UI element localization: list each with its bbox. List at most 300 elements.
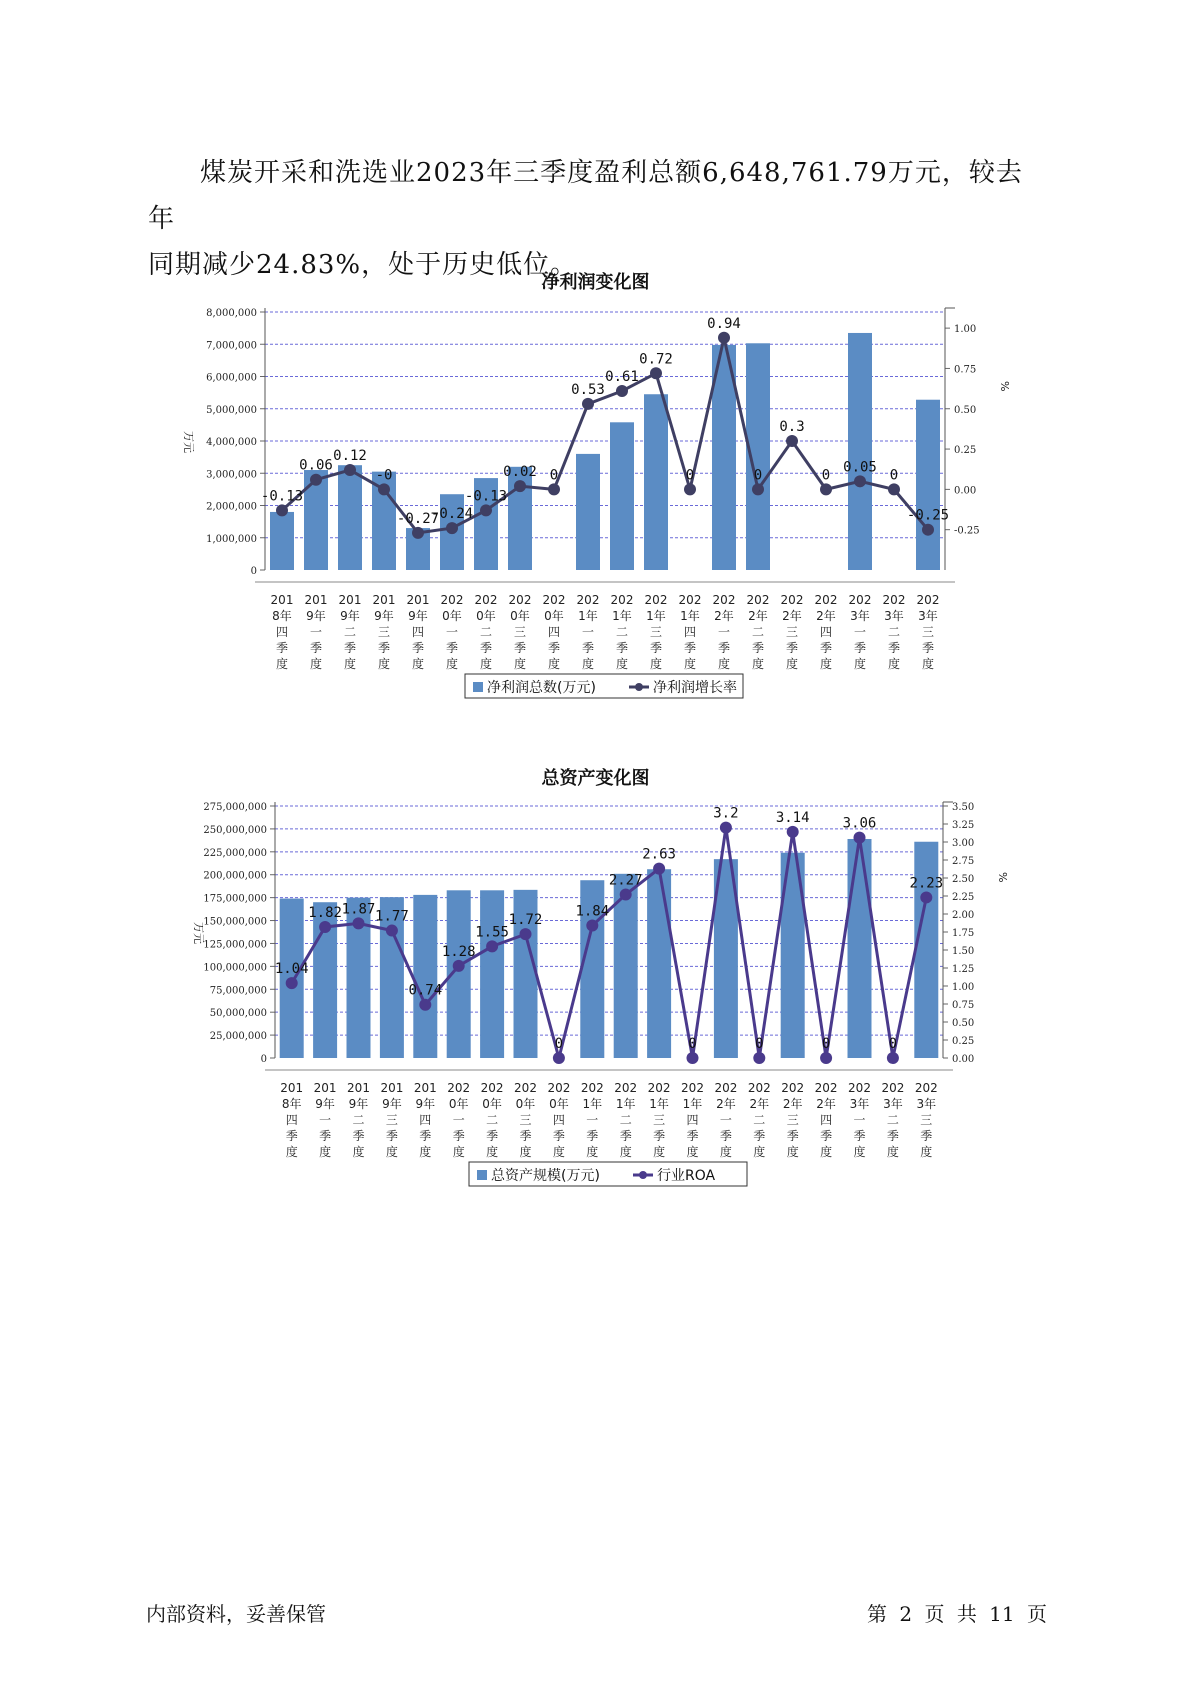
x-tick-label: 一 [319,1113,332,1127]
line-point [586,920,598,932]
y2-tick-label: 3.00 [952,838,975,849]
x-tick-label: 三 [385,1113,398,1127]
x-tick-label: 度 [519,1145,532,1159]
line-point [720,822,732,834]
line-point [480,504,492,516]
x-tick-label: 季 [319,1129,332,1143]
x-tick-label: 三 [921,625,935,639]
y-tick-label: 5,000,000 [206,404,257,416]
x-tick-label: 2年 [716,1097,736,1111]
footer-confidential: 内部资料，妥善保管 [146,1602,326,1626]
x-tick-label: 9年 [382,1097,402,1111]
x-tick-label: 度 [649,657,663,671]
chart-1-title: 净利润变化图 [541,272,650,293]
x-tick-label: 2年 [816,1097,836,1111]
data-label: 1.84 [575,903,610,920]
x-tick-label: 季 [785,641,799,655]
x-tick-label: 三 [513,625,527,639]
x-tick-label: 202 [814,593,838,607]
data-label: 0 [889,467,899,484]
x-tick-label: 度 [377,657,391,671]
x-tick-label: 二 [352,1113,365,1127]
data-label: 0 [688,1036,697,1052]
x-tick-label: 季 [519,1129,532,1143]
x-tick-label: 201 [406,593,430,607]
x-tick-label: 202 [916,593,940,607]
x-tick-label: 季 [819,641,833,655]
x-tick-label: 202 [614,1081,638,1095]
x-tick-label: 202 [848,593,872,607]
data-label: 1.87 [341,901,376,918]
bar [610,422,634,570]
x-tick-label: 0年 [549,1097,569,1111]
x-tick-label: 0年 [515,1097,536,1111]
x-tick-label: 度 [615,657,629,671]
x-tick-label: 一 [445,625,459,639]
bar [914,842,938,1058]
data-label: 0.05 [843,459,877,476]
line-point [616,385,628,397]
x-tick-label: 3年 [850,609,870,623]
x-tick-label: 一 [452,1113,465,1127]
x-tick-label: 二 [751,625,765,639]
line-point [453,960,465,972]
x-tick-label: 度 [717,657,731,671]
x-tick-label: 季 [753,1129,766,1143]
data-label: 0 [821,1036,831,1052]
x-tick-label: 二 [486,1113,499,1127]
y-tick-label: 2,000,000 [206,501,257,513]
line-point [419,999,431,1011]
data-label: 0.12 [333,448,367,465]
x-tick-label: 三 [649,625,663,639]
bar [576,454,600,570]
y2-tick-label: 0.75 [954,364,977,376]
line-point [486,940,498,952]
x-tick-label: 一 [853,1113,866,1127]
y2-tick-label: 2.50 [952,874,975,885]
line-point [854,475,866,487]
line-point [378,483,390,495]
x-tick-label: 度 [343,657,357,671]
y-tick-label: 50,000,000 [209,1008,267,1020]
x-tick-label: 季 [586,1129,599,1143]
x-tick-label: 季 [853,641,867,655]
y2-tick-label: 0.25 [952,1036,975,1047]
x-tick-label: 202 [576,593,600,607]
x-tick-label: 季 [309,641,323,655]
x-tick-label: 季 [921,641,935,655]
y2-tick-label: 2.00 [952,910,975,921]
x-tick-label: 度 [753,1145,766,1159]
x-tick-label: 202 [508,593,532,607]
x-tick-label: 202 [848,1081,871,1095]
x-tick-label: 2年 [816,609,836,623]
x-tick-label: 0年 [544,609,564,623]
x-tick-label: 四 [419,1113,432,1127]
y2-tick-label: 1.25 [952,964,975,975]
x-tick-label: 度 [547,657,561,671]
x-tick-label: 四 [820,1113,833,1127]
data-label: -0.24 [430,506,474,523]
x-tick-label: 201 [338,593,362,607]
x-tick-label: 四 [547,625,561,639]
line-point [412,527,424,539]
y-tick-label: 175,000,000 [203,893,267,905]
x-tick-label: 度 [886,1145,899,1159]
x-tick-label: 9年 [306,609,326,623]
x-tick-label: 度 [751,657,765,671]
x-tick-label: 202 [542,593,566,607]
x-tick-label: 202 [881,1081,905,1095]
x-tick-label: 1年 [682,1097,703,1111]
x-tick-label: 0年 [476,609,496,623]
x-tick-label: 度 [920,1145,933,1159]
x-tick-label: 8年 [281,1097,302,1111]
y2-tick-label: 2.75 [952,856,975,867]
y2-tick-label: 1.00 [954,324,977,336]
x-tick-label: 202 [914,1081,938,1095]
net-profit-chart [0,300,1191,760]
y-tick-label: 1,000,000 [206,533,257,545]
data-label: 0 [753,467,763,484]
x-tick-label: 201 [280,1081,304,1095]
data-label: 2.23 [909,875,944,892]
line-point [820,1052,832,1064]
x-tick-label: 3年 [918,609,938,623]
x-tick-label: 度 [319,1145,332,1159]
y2-tick-label: 1.75 [952,928,975,939]
legend-line-marker [639,1171,647,1179]
legend-line-marker [635,683,643,691]
x-tick-label: 三 [785,625,799,639]
x-tick-label: 度 [385,1145,398,1159]
data-label: 0 [821,467,831,484]
y2-axis-label: % [996,872,1009,883]
data-label: 2.63 [642,846,676,863]
x-tick-label: 四 [275,625,289,639]
legend-bar-label: 净利润总数(万元) [487,680,596,696]
y2-tick-label: 3.25 [952,820,975,831]
x-tick-label: 度 [853,1145,866,1159]
y2-tick-label: 0.00 [954,485,977,497]
x-tick-label: 季 [786,1129,799,1143]
y-tick-label: 250,000,000 [203,824,267,836]
y2-tick-label: 1.00 [952,982,975,993]
line-point [548,483,560,495]
x-tick-label: 季 [719,1129,732,1143]
line-point [920,891,932,903]
x-tick-label: 度 [619,1145,632,1159]
x-tick-label: 1年 [649,1097,669,1111]
paragraph-line-1: 煤炭开采和洗选业2023年三季度盈利总额6,648,761.79万元，较去年 [148,158,1023,234]
x-tick-label: 三 [519,1113,532,1127]
legend-line-label: 净利润增长率 [653,680,737,696]
line-point [787,826,799,838]
x-tick-label: 度 [552,1145,565,1159]
line-point [553,1052,565,1064]
y-tick-label: 25,000,000 [209,1031,267,1043]
x-tick-label: 3年 [883,1097,903,1111]
x-tick-label: 度 [479,657,493,671]
line-point [888,483,900,495]
line-point [344,464,356,476]
chart-2-title: 总资产变化图 [541,768,650,789]
line-point [820,483,832,495]
x-tick-label: 度 [581,657,595,671]
x-tick-label: 季 [377,641,391,655]
x-tick-label: 季 [649,641,663,655]
x-tick-label: 四 [411,625,425,639]
bar [848,333,872,570]
x-tick-label: 度 [819,657,833,671]
x-tick-label: 三 [920,1113,933,1127]
x-tick-label: 202 [644,593,668,607]
y-tick-label: 4,000,000 [206,437,257,448]
line-point [353,917,365,929]
legend-bar-swatch [477,1170,487,1180]
x-tick-label: 季 [615,641,629,655]
x-tick-label: 度 [445,657,459,671]
line-point [718,332,730,344]
data-label: 0.72 [639,351,673,368]
x-tick-label: 9年 [340,609,360,623]
footer-page-number: 第 2 页 共 11 页 [867,1602,1047,1626]
x-tick-label: 1年 [612,609,632,623]
x-tick-label: 季 [887,641,901,655]
data-label: 0 [554,1036,564,1052]
x-tick-label: 度 [486,1145,499,1159]
x-tick-label: 201 [270,593,294,607]
y2-tick-label: 0.00 [952,1054,975,1065]
y2-tick-label: -0.25 [954,525,980,537]
x-tick-label: 二 [619,1113,632,1127]
x-tick-label: 度 [921,657,935,671]
x-tick-label: 四 [686,1113,699,1127]
x-tick-label: 8年 [272,609,292,623]
line-point [319,921,331,933]
x-tick-label: 季 [352,1129,365,1143]
x-tick-label: 季 [486,1129,499,1143]
data-label: -0 [375,467,393,484]
x-tick-label: 度 [820,1145,833,1159]
line-point [684,483,696,495]
line-point [446,522,458,534]
data-label: 3.06 [842,815,877,832]
x-tick-label: 3年 [916,1097,937,1111]
x-tick-label: 度 [786,1145,799,1159]
data-label: 1.28 [441,943,476,960]
data-label: 1.82 [308,904,342,921]
y2-tick-label: 1.50 [952,946,975,957]
line-point [650,367,662,379]
x-tick-label: 四 [552,1113,565,1127]
x-tick-label: 度 [719,1145,732,1159]
data-label: 2.27 [608,872,643,889]
x-tick-label: 季 [513,641,527,655]
data-label: -0.13 [464,488,508,505]
legend-bar-swatch [473,682,483,692]
x-tick-label: 202 [714,1081,738,1095]
x-tick-label: 季 [717,641,731,655]
y-tick-label: 8,000,000 [206,308,257,319]
data-label: 0 [685,467,695,484]
x-tick-label: 季 [419,1129,432,1143]
x-tick-label: 0年 [482,1097,502,1111]
x-tick-label: 9年 [415,1097,436,1111]
x-tick-label: 202 [712,593,736,607]
y2-tick-label: 0.25 [954,445,977,457]
line-point [520,928,532,940]
x-tick-label: 202 [678,593,702,607]
data-label: -0.25 [906,507,950,524]
x-tick-label: 度 [853,657,867,671]
data-label: 0.06 [299,457,333,474]
x-tick-label: 1年 [615,1097,636,1111]
x-tick-label: 度 [653,1145,666,1159]
x-tick-label: 三 [377,625,391,639]
y-tick-label: 75,000,000 [209,985,267,997]
x-tick-label: 三 [653,1113,666,1127]
x-tick-label: 1年 [646,609,666,623]
data-label: 1.04 [274,961,309,978]
x-tick-label: 202 [681,1081,704,1095]
x-tick-label: 季 [653,1129,666,1143]
x-tick-label: 201 [380,1081,404,1095]
bar [647,869,671,1058]
x-tick-label: 2年 [714,609,734,623]
x-tick-label: 3年 [849,1097,870,1111]
x-tick-label: 二 [886,1113,899,1127]
x-tick-label: 1年 [680,609,700,623]
y2-tick-label: 3.50 [952,802,975,813]
y2-tick-label: 0.50 [954,404,977,416]
data-label: 0 [755,1036,764,1052]
y-axis-label: 万元 [192,922,205,944]
bar [848,839,872,1058]
data-label: 0.94 [707,315,741,332]
x-tick-label: 9年 [374,609,394,623]
y-tick-label: 275,000,000 [203,802,267,813]
bar [916,400,940,570]
data-label: 0.61 [605,369,639,386]
x-tick-label: 季 [411,641,425,655]
x-tick-label: 一 [581,625,595,639]
data-label: 1.55 [475,924,509,941]
x-tick-label: 一 [309,625,323,639]
x-tick-label: 季 [552,1129,565,1143]
legend-line-label: 行业ROA [657,1168,716,1184]
x-tick-label: 季 [343,641,357,655]
y2-tick-label: 2.25 [952,892,975,903]
data-label: 3.2 [713,805,739,822]
x-tick-label: 202 [882,593,906,607]
line-point [276,504,288,516]
x-tick-label: 度 [285,1145,298,1159]
x-tick-label: 四 [285,1113,298,1127]
y-tick-label: 0 [260,1054,267,1065]
x-tick-label: 2年 [782,1097,803,1111]
x-tick-label: 季 [853,1129,866,1143]
total-assets-chart [0,796,1191,1236]
y-tick-label: 7,000,000 [206,340,257,352]
line-point [786,435,798,447]
x-tick-label: 一 [719,1113,732,1127]
x-tick-label: 202 [474,593,498,607]
x-tick-label: 202 [747,1081,771,1095]
x-tick-label: 度 [411,657,425,671]
x-tick-label: 季 [385,1129,398,1143]
x-tick-label: 201 [372,593,396,607]
x-tick-label: 度 [686,1145,699,1159]
x-tick-label: 季 [619,1129,632,1143]
x-tick-label: 201 [347,1081,370,1095]
x-tick-label: 202 [746,593,770,607]
x-tick-label: 度 [275,657,289,671]
y-tick-label: 3,000,000 [206,469,257,481]
x-tick-label: 度 [419,1145,432,1159]
x-tick-label: 9年 [315,1097,335,1111]
data-label: 0 [549,467,559,484]
x-tick-label: 二 [343,625,357,639]
y-tick-label: 225,000,000 [203,847,267,859]
x-tick-label: 0年 [448,1097,469,1111]
line-point [514,480,526,492]
y-tick-label: 100,000,000 [203,962,267,974]
x-tick-label: 二 [615,625,629,639]
x-tick-label: 二 [753,1113,766,1127]
data-label: -0.27 [396,510,440,527]
legend-bar-label: 总资产规模(万元) [491,1168,600,1184]
y-tick-label: 200,000,000 [203,870,267,882]
x-tick-label: 季 [581,641,595,655]
x-tick-label: 季 [445,641,459,655]
x-tick-label: 2年 [782,609,802,623]
x-tick-label: 2年 [748,609,768,623]
y2-tick-label: 0.75 [952,1000,975,1011]
data-label: 0.74 [408,982,443,999]
line-point [620,889,632,901]
data-label: 0.53 [571,381,605,398]
x-tick-label: 202 [781,1081,805,1095]
line-point [687,1052,699,1064]
x-tick-label: 201 [313,1081,337,1095]
x-tick-label: 季 [920,1129,933,1143]
data-label: 0.02 [503,464,537,481]
bar [480,890,504,1058]
x-tick-label: 202 [440,593,464,607]
bar [270,512,294,570]
y2-axis-label: % [998,381,1011,392]
line-point [922,524,934,536]
x-tick-label: 202 [780,593,804,607]
line-point [582,398,594,410]
line-point [752,483,764,495]
x-tick-label: 四 [819,625,833,639]
y-tick-label: 0 [250,566,257,577]
x-tick-label: 201 [304,593,328,607]
x-tick-label: 202 [480,1081,504,1095]
x-tick-label: 9年 [348,1097,369,1111]
x-tick-label: 202 [814,1081,838,1095]
x-tick-label: 季 [275,641,289,655]
x-tick-label: 度 [513,657,527,671]
x-tick-label: 202 [547,1081,571,1095]
x-tick-label: 201 [413,1081,437,1095]
x-tick-label: 二 [479,625,493,639]
line-point [753,1052,765,1064]
data-label: 1.77 [375,908,409,925]
